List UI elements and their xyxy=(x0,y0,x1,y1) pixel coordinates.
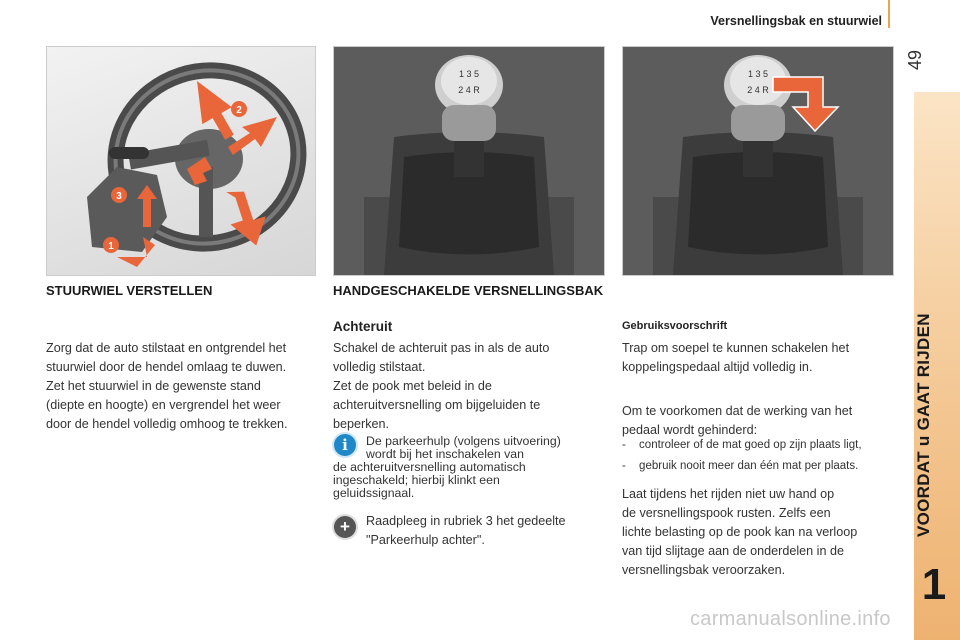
text-line: Zet de pook met beleid in de xyxy=(333,379,492,393)
text-line: geluidssignaal. xyxy=(333,486,415,500)
text-line: Raadpleeg in rubriek 3 het gedeelte xyxy=(366,514,566,528)
usage-paragraph-3 xyxy=(622,485,857,580)
text-line: Om te voorkomen dat de werking van het xyxy=(622,404,853,418)
usage-paragraph-1 xyxy=(622,339,849,377)
bullet-text: controleer of de mat goed op zijn plaats ligt, xyxy=(639,439,862,451)
reference-note xyxy=(366,512,566,550)
callout-3-label: 3 xyxy=(116,191,122,202)
page-number: 49 xyxy=(905,49,925,71)
text-line: achteruitversnelling om bijgeluiden te xyxy=(333,398,541,412)
steering-section-title: STUURWIEL VERSTELLEN xyxy=(46,283,213,298)
text-line: Schakel de achteruit pas in als de auto xyxy=(333,341,550,355)
text-line: Zorg dat de auto stilstaat en ontgrendel het xyxy=(46,341,287,355)
usage-paragraph-2 xyxy=(622,402,852,440)
page-header-title: Versnellingsbak en stuurwiel xyxy=(710,14,882,28)
bullet-dash: - xyxy=(622,439,626,451)
text-line: van tijd slijtage aan de onderdelen in de xyxy=(622,544,844,558)
text-line: door de hendel volledig omhoog te trekken. xyxy=(46,417,288,431)
usage-bullet-2 xyxy=(622,460,858,472)
usage-subheading: Gebruiksvoorschrift xyxy=(622,320,728,332)
chapter-number: 1 xyxy=(921,560,947,609)
text-line: pedaal wordt gehinderd: xyxy=(622,423,758,437)
text-line: ingeschakeld; hierbij klinkt een xyxy=(333,473,500,487)
reverse-text xyxy=(333,339,549,434)
header-divider xyxy=(888,0,890,28)
watermark: carmanualsonline.info xyxy=(690,608,891,630)
text-line: koppelingspedaal altijd volledig in. xyxy=(622,360,813,374)
text-line: lichte belasting op de pook kan na verloop xyxy=(622,525,858,539)
knob-pattern-top: 1 3 5 xyxy=(458,69,480,79)
bullet-dash: - xyxy=(622,460,626,472)
callout-2-label: 2 xyxy=(236,105,242,116)
gear-knob-illustration xyxy=(334,47,604,275)
text-line: Zet het stuurwiel in de gewenste stand xyxy=(46,379,261,393)
steering-wheel-illustration xyxy=(47,47,315,275)
text-line: versnellingsbak veroorzaken. xyxy=(622,563,786,577)
gear-knob-reverse-image xyxy=(622,46,894,276)
steering-text xyxy=(46,339,288,434)
info-icon: i xyxy=(334,434,356,456)
text-line: De parkeerhulp (volgens uitvoering) xyxy=(366,434,561,448)
reverse-subheading: Achteruit xyxy=(333,319,393,334)
text-line: Laat tijdens het rijden niet uw hand op xyxy=(622,487,835,501)
gear-knob-image xyxy=(333,46,605,276)
knob-pattern-bottom-2: 2 4 R xyxy=(747,85,769,95)
text-line: wordt bij het inschakelen van xyxy=(366,447,524,461)
knob-pattern-top-2: 1 3 5 xyxy=(747,69,769,79)
text-line: beperken. xyxy=(333,417,390,431)
text-line: de achteruitversnelling automatisch xyxy=(333,460,526,474)
callout-1-label: 1 xyxy=(108,241,114,252)
text-line: Trap om soepel te kunnen schakelen het xyxy=(622,341,850,355)
plus-icon: + xyxy=(334,516,356,538)
text-line: stuurwiel door de hendel omlaag te duwen. xyxy=(46,360,287,374)
steering-wheel-image xyxy=(46,46,316,276)
text-line: volledig stilstaat. xyxy=(333,360,426,374)
text-line: "Parkeerhulp achter". xyxy=(366,533,485,547)
usage-bullet-1 xyxy=(622,439,862,451)
info-note-full xyxy=(333,461,593,500)
gearbox-section-title: HANDGESCHAKELDE VERSNELLINGSBAK xyxy=(333,283,604,298)
gear-knob-reverse-illustration xyxy=(623,47,893,275)
text-line: de versnellingspook rusten. Zelfs een xyxy=(622,506,831,520)
bullet-text: gebruik nooit meer dan één mat per plaats. xyxy=(639,460,859,472)
text-line: (diepte en hoogte) en vergrendel het weer xyxy=(46,398,281,412)
chapter-title: VOORDAT u GAAT RIJDEN xyxy=(914,313,933,537)
info-note-indented xyxy=(366,435,596,461)
knob-pattern-bottom: 2 4 R xyxy=(458,85,480,95)
